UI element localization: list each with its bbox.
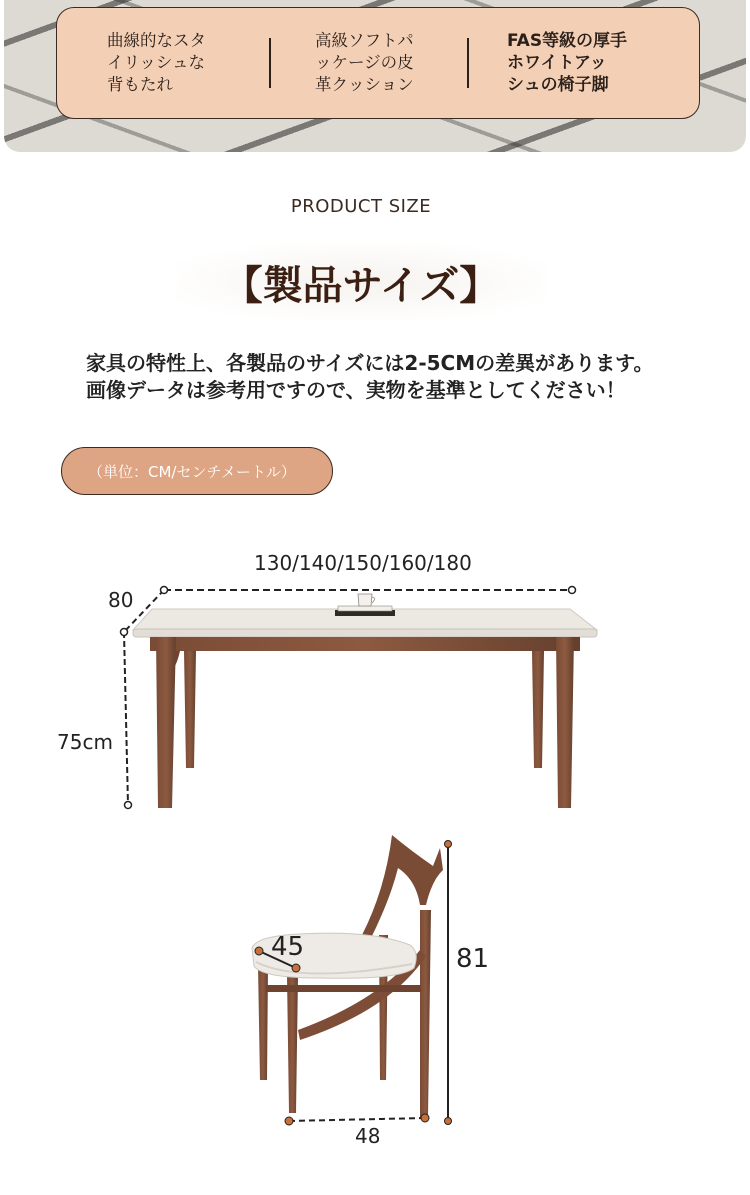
dining-chair-image	[252, 835, 443, 1117]
table-height-label: 75cm	[57, 730, 113, 754]
size-note-line: 家具の特性上、各製品のサイズには2-5CMの差異があります。	[86, 351, 654, 375]
feature-cushion: 高級ソフトパ ッケージの皮 革クッション	[315, 31, 414, 94]
section-eyebrow: PRODUCT SIZE	[290, 196, 432, 217]
size-note-line: 画像データは参考用ですので、実物を基準としてください！	[86, 378, 626, 402]
feature-chair-legs: FAS等級の厚手 ホワイトアッ シュの椅子脚	[507, 31, 628, 95]
chair-height-label: 81	[456, 944, 490, 974]
feature-backrest: 曲線的なスタ イリッシュな 背もたれ	[107, 31, 206, 94]
table-width-label: 130/140/150/160/180	[254, 551, 472, 575]
table-depth-label: 80	[108, 588, 134, 612]
unit-badge: （単位：CM/センチメートル）	[61, 447, 333, 495]
dining-table-image	[133, 594, 597, 808]
page-title: 【製品サイズ】	[175, 243, 547, 321]
chair-width-label: 48	[355, 1124, 381, 1148]
chair-depth-label: 45	[271, 932, 305, 962]
